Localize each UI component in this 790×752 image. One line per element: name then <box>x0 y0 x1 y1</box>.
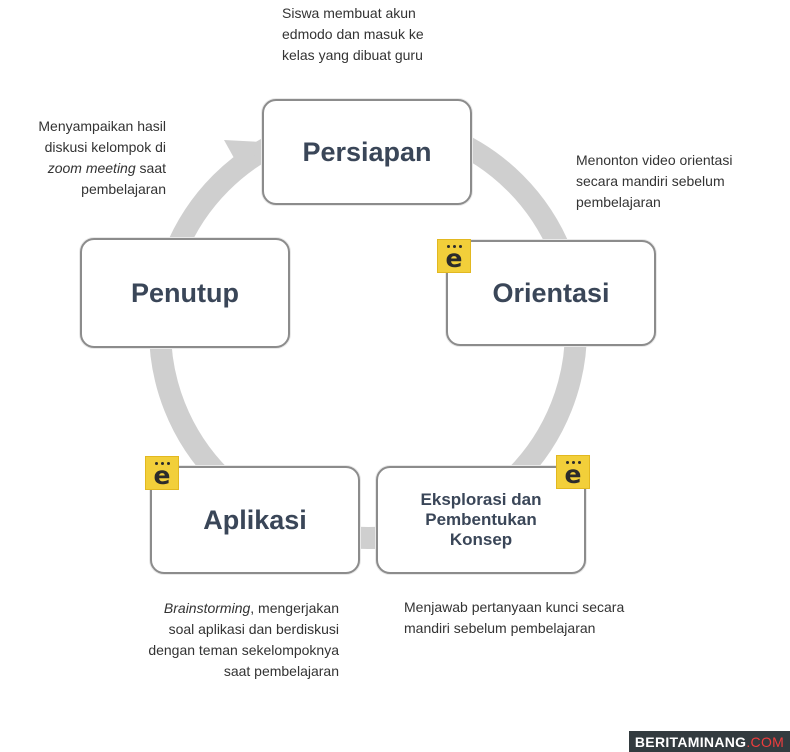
edmodo-e-letter: e <box>445 244 463 273</box>
node-orientasi-label: Orientasi <box>492 277 610 308</box>
note-text: saat <box>135 160 166 176</box>
note-text: , mengerjakan <box>250 600 339 616</box>
note-line: soal aplikasi dan berdiskusi <box>168 621 339 637</box>
note-line: Menyampaikan hasil <box>38 118 166 134</box>
note-italic-term: Brainstorming <box>163 600 251 616</box>
note-eksplorasi <box>404 597 720 639</box>
note-line <box>96 598 339 619</box>
note-italic-term: zoom meeting <box>47 160 136 176</box>
edmodo-e-icon <box>145 456 179 490</box>
note-line: edmodo dan masuk ke <box>282 26 424 42</box>
note-aplikasi <box>96 598 339 682</box>
node-orientasi <box>446 240 656 346</box>
edmodo-e-letter: e <box>153 461 171 490</box>
watermark-beritaminang <box>629 731 790 752</box>
note-persiapan <box>282 3 482 66</box>
node-persiapan-label: Persiapan <box>302 136 432 167</box>
note-line: secara mandiri sebelum <box>576 173 725 189</box>
note-line: dengan teman sekelompoknya <box>148 642 339 658</box>
note-line: Siswa membuat akun <box>282 5 416 21</box>
note-line: saat pembelajaran <box>223 663 339 679</box>
node-aplikasi <box>150 466 360 574</box>
note-line: mandiri sebelum pembelajaran <box>404 620 596 636</box>
note-line: kelas yang dibuat guru <box>282 47 423 63</box>
edmodo-e-icon <box>437 239 471 273</box>
watermark-brand: BERITAMINANG <box>634 733 747 750</box>
note-line: Menonton video orientasi <box>576 152 733 168</box>
node-penutup-label: Penutup <box>131 277 239 308</box>
watermark-suffix: .COM <box>746 733 785 750</box>
node-aplikasi-label: Aplikasi <box>203 504 307 535</box>
note-orientasi <box>576 150 776 213</box>
note-line: pembelajaran <box>81 181 166 197</box>
node-eksplorasi-label: Eksplorasi dan Pembentukan Konsep <box>420 490 542 549</box>
note-penutup <box>0 116 166 200</box>
edmodo-e-letter: e <box>564 460 582 489</box>
edmodo-e-icon <box>556 455 590 489</box>
node-penutup <box>80 238 290 348</box>
note-line <box>0 158 166 179</box>
note-line: Menjawab pertanyaan kunci secara <box>404 599 625 615</box>
node-persiapan <box>262 99 472 205</box>
note-line: pembelajaran <box>576 194 661 210</box>
note-line: diskusi kelompok di <box>44 139 166 155</box>
node-eksplorasi <box>376 466 586 574</box>
